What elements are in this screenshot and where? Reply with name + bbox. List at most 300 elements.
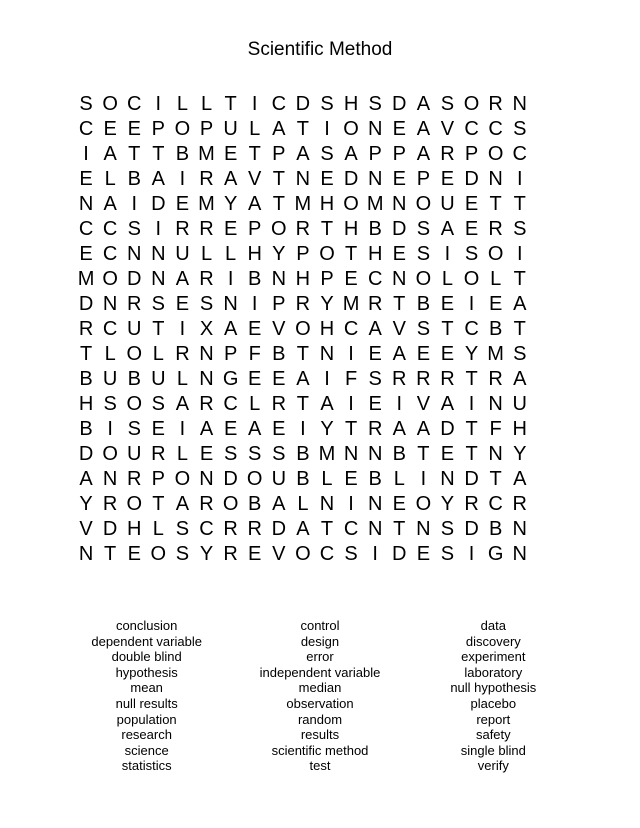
grid-cell[interactable]: O <box>415 493 432 515</box>
grid-cell[interactable]: I <box>396 393 403 415</box>
grid-cell[interactable]: U <box>175 243 190 265</box>
grid-cell[interactable]: H <box>127 518 142 540</box>
grid-cell[interactable]: S <box>513 118 527 140</box>
grid-cell[interactable]: I <box>516 168 523 190</box>
grid-cell[interactable]: D <box>464 168 479 190</box>
grid-cell[interactable]: E <box>416 543 431 565</box>
grid-cell[interactable]: S <box>440 543 455 565</box>
grid-cell[interactable]: T <box>344 243 358 265</box>
grid-cell[interactable]: C <box>102 243 118 265</box>
grid-cell[interactable]: S <box>151 293 165 315</box>
grid-cell[interactable]: D <box>78 293 94 315</box>
grid-cell[interactable]: H <box>78 393 94 415</box>
grid-cell[interactable]: H <box>247 243 262 265</box>
grid-cell[interactable]: H <box>512 418 527 440</box>
grid-cell[interactable]: M <box>198 143 215 165</box>
grid-cell[interactable]: E <box>320 168 334 190</box>
grid-cell[interactable]: P <box>272 293 286 315</box>
grid-cell[interactable]: L <box>200 93 213 115</box>
grid-cell[interactable]: E <box>440 343 455 365</box>
grid-cell[interactable]: Y <box>79 493 93 515</box>
grid-cell[interactable]: B <box>488 518 503 540</box>
grid-cell[interactable]: I <box>324 118 330 140</box>
grid-cell[interactable]: T <box>489 468 502 490</box>
grid-cell[interactable]: U <box>102 368 118 390</box>
grid-cell[interactable]: O <box>487 243 504 265</box>
grid-cell[interactable]: N <box>440 468 455 490</box>
grid-cell[interactable]: N <box>367 443 383 465</box>
grid-cell[interactable]: S <box>440 93 455 115</box>
grid-cell[interactable]: T <box>344 418 358 440</box>
grid-cell[interactable]: E <box>344 468 358 490</box>
grid-cell[interactable]: A <box>392 418 406 440</box>
grid-cell[interactable]: I <box>251 293 258 315</box>
grid-cell[interactable]: E <box>127 118 141 140</box>
grid-cell[interactable]: P <box>464 143 479 165</box>
grid-cell[interactable]: I <box>468 393 475 415</box>
grid-cell[interactable]: B <box>127 368 141 390</box>
grid-cell[interactable]: S <box>272 443 286 465</box>
grid-cell[interactable]: A <box>513 468 527 490</box>
grid-cell[interactable]: A <box>296 518 310 540</box>
grid-cell[interactable]: M <box>487 343 504 365</box>
grid-cell[interactable]: H <box>343 218 359 240</box>
grid-cell[interactable]: L <box>176 93 188 115</box>
grid-cell[interactable]: A <box>272 493 286 515</box>
grid-cell[interactable]: A <box>440 218 455 240</box>
grid-cell[interactable]: T <box>465 443 478 465</box>
grid-cell[interactable]: N <box>488 168 503 190</box>
grid-cell[interactable]: E <box>464 218 479 240</box>
grid-cell[interactable]: I <box>83 143 89 165</box>
grid-cell[interactable]: T <box>393 293 406 315</box>
grid-cell[interactable]: E <box>248 368 262 390</box>
grid-cell[interactable]: O <box>319 243 335 265</box>
grid-cell[interactable]: T <box>152 143 165 165</box>
grid-cell[interactable]: S <box>175 518 190 540</box>
grid-cell[interactable]: C <box>127 93 142 115</box>
grid-cell[interactable]: A <box>513 293 527 315</box>
grid-cell[interactable]: U <box>223 118 238 140</box>
grid-cell[interactable]: B <box>368 218 382 240</box>
grid-cell[interactable]: U <box>151 368 166 390</box>
grid-cell[interactable]: V <box>416 393 431 415</box>
grid-cell[interactable]: M <box>198 193 215 215</box>
grid-cell[interactable]: Y <box>272 243 286 265</box>
grid-cell[interactable]: Y <box>199 543 214 565</box>
grid-cell[interactable]: L <box>321 468 333 490</box>
grid-cell[interactable]: B <box>392 443 406 465</box>
grid-cell[interactable]: X <box>199 318 214 340</box>
grid-cell[interactable]: I <box>155 93 162 115</box>
grid-cell[interactable]: B <box>79 368 93 390</box>
grid-cell[interactable]: N <box>151 243 166 265</box>
grid-cell[interactable]: P <box>320 268 334 290</box>
grid-cell[interactable]: M <box>77 268 95 290</box>
grid-cell[interactable]: B <box>368 468 382 490</box>
grid-cell[interactable]: R <box>295 218 311 240</box>
grid-cell[interactable]: T <box>296 343 309 365</box>
grid-cell[interactable]: T <box>296 393 309 415</box>
grid-cell[interactable]: L <box>490 268 502 290</box>
grid-cell[interactable]: R <box>440 368 455 390</box>
grid-cell[interactable]: E <box>368 343 382 365</box>
grid-cell[interactable]: I <box>468 543 475 565</box>
grid-cell[interactable]: A <box>296 143 310 165</box>
grid-cell[interactable]: O <box>126 393 143 415</box>
grid-cell[interactable]: N <box>488 443 503 465</box>
grid-cell[interactable]: I <box>372 543 378 565</box>
grid-cell[interactable]: O <box>415 268 432 290</box>
grid-cell[interactable]: I <box>324 368 330 390</box>
grid-cell[interactable]: C <box>512 143 527 165</box>
grid-cell[interactable]: N <box>199 468 214 490</box>
grid-cell[interactable]: P <box>199 118 214 140</box>
grid-cell[interactable]: R <box>512 493 527 515</box>
grid-cell[interactable]: S <box>103 393 117 415</box>
grid-cell[interactable]: I <box>251 93 258 115</box>
grid-cell[interactable]: E <box>392 168 406 190</box>
grid-cell[interactable]: O <box>102 443 118 465</box>
grid-cell[interactable]: U <box>127 443 142 465</box>
grid-cell[interactable]: I <box>107 418 113 440</box>
grid-cell[interactable]: P <box>392 143 406 165</box>
grid-cell[interactable]: E <box>199 443 214 465</box>
grid-cell[interactable]: E <box>416 343 431 365</box>
grid-cell[interactable]: H <box>343 93 359 115</box>
grid-cell[interactable]: S <box>464 243 479 265</box>
grid-cell[interactable]: N <box>392 193 407 215</box>
grid-cell[interactable]: L <box>393 468 405 490</box>
grid-cell[interactable]: D <box>127 268 142 290</box>
grid-cell[interactable]: D <box>102 518 118 540</box>
grid-cell[interactable]: I <box>300 418 306 440</box>
grid-cell[interactable]: R <box>247 518 262 540</box>
grid-cell[interactable]: C <box>343 518 359 540</box>
grid-cell[interactable]: V <box>272 543 286 565</box>
grid-cell[interactable]: R <box>271 393 287 415</box>
grid-cell[interactable]: E <box>440 443 455 465</box>
grid-cell[interactable]: I <box>179 418 186 440</box>
grid-cell[interactable]: R <box>127 293 142 315</box>
grid-cell[interactable]: N <box>295 168 311 190</box>
grid-cell[interactable]: R <box>151 443 166 465</box>
grid-cell[interactable]: R <box>199 168 214 190</box>
grid-cell[interactable]: D <box>78 443 94 465</box>
grid-cell[interactable]: S <box>513 343 527 365</box>
grid-cell[interactable]: O <box>126 493 143 515</box>
grid-cell[interactable]: R <box>127 468 142 490</box>
letter-grid[interactable] <box>74 92 556 567</box>
grid-cell[interactable]: L <box>104 168 116 190</box>
grid-cell[interactable]: O <box>487 143 504 165</box>
grid-cell[interactable]: E <box>79 168 93 190</box>
grid-cell[interactable]: R <box>175 343 190 365</box>
grid-cell[interactable]: T <box>152 493 165 515</box>
grid-cell[interactable]: B <box>79 418 93 440</box>
grid-cell[interactable]: O <box>343 193 359 215</box>
grid-cell[interactable]: D <box>392 93 407 115</box>
grid-cell[interactable]: B <box>175 143 190 165</box>
grid-cell[interactable]: E <box>440 293 455 315</box>
grid-cell[interactable]: E <box>272 368 286 390</box>
grid-cell[interactable]: N <box>512 543 527 565</box>
grid-cell[interactable]: D <box>392 543 407 565</box>
grid-cell[interactable]: L <box>441 268 454 290</box>
grid-cell[interactable]: N <box>343 443 359 465</box>
grid-cell[interactable]: F <box>489 418 502 440</box>
grid-cell[interactable]: E <box>175 293 190 315</box>
grid-cell[interactable]: T <box>441 318 454 340</box>
grid-cell[interactable]: T <box>417 443 430 465</box>
grid-cell[interactable]: A <box>416 143 431 165</box>
grid-cell[interactable]: R <box>175 218 190 240</box>
grid-cell[interactable]: S <box>248 443 262 465</box>
grid-cell[interactable]: N <box>367 518 383 540</box>
grid-cell[interactable]: R <box>199 393 214 415</box>
grid-cell[interactable]: N <box>78 193 94 215</box>
grid-cell[interactable]: O <box>415 193 432 215</box>
grid-cell[interactable]: I <box>348 343 354 365</box>
grid-cell[interactable]: E <box>223 143 238 165</box>
grid-cell[interactable]: V <box>272 318 286 340</box>
grid-cell[interactable]: G <box>487 543 504 565</box>
grid-cell[interactable]: V <box>79 518 93 540</box>
grid-cell[interactable]: U <box>440 193 455 215</box>
grid-cell[interactable]: V <box>392 318 406 340</box>
grid-cell[interactable]: A <box>440 393 455 415</box>
grid-cell[interactable]: C <box>464 318 479 340</box>
grid-cell[interactable]: O <box>222 493 239 515</box>
grid-cell[interactable]: S <box>199 293 214 315</box>
grid-cell[interactable]: T <box>272 168 285 190</box>
grid-cell[interactable]: I <box>468 293 475 315</box>
grid-cell[interactable]: V <box>440 118 455 140</box>
grid-cell[interactable]: L <box>176 368 188 390</box>
grid-cell[interactable]: D <box>271 518 287 540</box>
grid-cell[interactable]: O <box>150 543 167 565</box>
grid-cell[interactable]: I <box>516 243 523 265</box>
grid-cell[interactable]: N <box>102 293 118 315</box>
grid-cell[interactable]: O <box>246 468 263 490</box>
grid-cell[interactable]: R <box>416 368 431 390</box>
grid-cell[interactable]: H <box>367 243 383 265</box>
grid-cell[interactable]: O <box>463 93 480 115</box>
grid-cell[interactable]: A <box>103 143 117 165</box>
grid-cell[interactable]: N <box>488 393 503 415</box>
grid-cell[interactable]: A <box>513 368 527 390</box>
grid-cell[interactable]: A <box>175 493 190 515</box>
grid-cell[interactable]: M <box>294 193 312 215</box>
grid-cell[interactable]: D <box>223 468 238 490</box>
grid-cell[interactable]: O <box>102 93 118 115</box>
grid-cell[interactable]: C <box>223 393 238 415</box>
grid-cell[interactable]: Y <box>440 493 455 515</box>
grid-cell[interactable]: N <box>367 118 383 140</box>
grid-cell[interactable]: N <box>512 93 527 115</box>
grid-cell[interactable]: S <box>79 93 93 115</box>
grid-cell[interactable]: O <box>126 343 143 365</box>
grid-cell[interactable]: P <box>416 168 431 190</box>
grid-cell[interactable]: N <box>151 268 166 290</box>
grid-cell[interactable]: B <box>296 443 310 465</box>
grid-cell[interactable]: R <box>464 493 479 515</box>
grid-cell[interactable]: I <box>227 268 234 290</box>
grid-cell[interactable]: A <box>296 368 310 390</box>
grid-cell[interactable]: C <box>343 318 359 340</box>
grid-cell[interactable]: N <box>367 168 383 190</box>
grid-cell[interactable]: Y <box>464 343 479 365</box>
grid-cell[interactable]: L <box>152 343 164 365</box>
grid-cell[interactable]: S <box>151 393 165 415</box>
grid-cell[interactable]: A <box>416 418 431 440</box>
grid-cell[interactable]: T <box>465 368 478 390</box>
grid-cell[interactable]: A <box>416 118 431 140</box>
grid-cell[interactable]: A <box>392 343 406 365</box>
grid-cell[interactable]: A <box>199 418 214 440</box>
grid-cell[interactable]: S <box>320 93 334 115</box>
grid-cell[interactable]: A <box>175 393 190 415</box>
grid-cell[interactable]: E <box>175 193 190 215</box>
grid-cell[interactable]: B <box>248 493 262 515</box>
grid-cell[interactable]: T <box>79 343 93 365</box>
grid-cell[interactable]: N <box>392 268 407 290</box>
grid-cell[interactable]: P <box>368 143 382 165</box>
grid-cell[interactable]: V <box>248 168 262 190</box>
grid-cell[interactable]: B <box>488 318 503 340</box>
grid-cell[interactable]: I <box>348 393 354 415</box>
grid-cell[interactable]: T <box>296 118 309 140</box>
grid-cell[interactable]: H <box>319 318 335 340</box>
grid-cell[interactable]: T <box>224 93 237 115</box>
grid-cell[interactable]: R <box>440 143 455 165</box>
grid-cell[interactable]: D <box>464 518 479 540</box>
grid-cell[interactable]: U <box>271 468 287 490</box>
grid-cell[interactable]: N <box>199 343 214 365</box>
grid-cell[interactable]: C <box>102 318 118 340</box>
grid-cell[interactable]: S <box>513 218 527 240</box>
grid-cell[interactable]: R <box>295 293 311 315</box>
grid-cell[interactable]: C <box>367 268 383 290</box>
grid-cell[interactable]: A <box>344 143 358 165</box>
grid-cell[interactable]: R <box>223 543 238 565</box>
grid-cell[interactable]: I <box>179 318 186 340</box>
grid-cell[interactable]: E <box>488 293 503 315</box>
grid-cell[interactable]: E <box>79 243 93 265</box>
grid-cell[interactable]: T <box>320 218 334 240</box>
grid-cell[interactable]: S <box>416 318 431 340</box>
grid-cell[interactable]: B <box>127 168 141 190</box>
grid-cell[interactable]: N <box>319 493 335 515</box>
grid-cell[interactable]: A <box>368 318 382 340</box>
grid-cell[interactable]: P <box>223 343 238 365</box>
grid-cell[interactable]: N <box>102 468 118 490</box>
grid-cell[interactable]: E <box>127 543 141 565</box>
grid-cell[interactable]: P <box>151 468 165 490</box>
grid-cell[interactable]: I <box>444 243 451 265</box>
grid-cell[interactable]: Y <box>320 418 334 440</box>
grid-cell[interactable]: I <box>131 193 138 215</box>
grid-cell[interactable]: B <box>272 343 286 365</box>
grid-cell[interactable]: G <box>222 368 239 390</box>
grid-cell[interactable]: L <box>152 518 164 540</box>
grid-cell[interactable]: L <box>200 243 213 265</box>
grid-cell[interactable]: R <box>102 493 118 515</box>
grid-cell[interactable]: A <box>79 468 93 490</box>
grid-cell[interactable]: S <box>223 443 238 465</box>
grid-cell[interactable]: S <box>440 518 455 540</box>
grid-cell[interactable]: A <box>223 318 238 340</box>
grid-cell[interactable]: B <box>296 468 310 490</box>
grid-cell[interactable]: A <box>272 118 286 140</box>
grid-cell[interactable]: T <box>489 193 502 215</box>
grid-cell[interactable]: R <box>78 318 94 340</box>
grid-cell[interactable]: D <box>151 193 166 215</box>
grid-cell[interactable]: E <box>151 418 165 440</box>
grid-cell[interactable]: S <box>416 243 431 265</box>
grid-cell[interactable]: C <box>488 493 503 515</box>
grid-cell[interactable]: N <box>199 368 214 390</box>
grid-cell[interactable]: L <box>176 443 188 465</box>
grid-cell[interactable]: F <box>344 368 358 390</box>
grid-cell[interactable]: S <box>344 543 358 565</box>
grid-cell[interactable]: L <box>225 243 237 265</box>
grid-cell[interactable]: D <box>295 93 311 115</box>
grid-cell[interactable]: O <box>295 543 311 565</box>
grid-cell[interactable]: A <box>248 193 262 215</box>
grid-cell[interactable]: C <box>102 218 118 240</box>
grid-cell[interactable]: A <box>223 168 238 190</box>
grid-cell[interactable]: T <box>272 193 285 215</box>
grid-cell[interactable]: T <box>465 418 478 440</box>
grid-cell[interactable]: C <box>464 118 479 140</box>
grid-cell[interactable]: E <box>272 418 286 440</box>
grid-cell[interactable]: D <box>343 168 359 190</box>
grid-cell[interactable]: D <box>440 418 455 440</box>
grid-cell[interactable]: I <box>155 218 162 240</box>
grid-cell[interactable]: A <box>151 168 165 190</box>
grid-cell[interactable]: A <box>103 193 117 215</box>
grid-cell[interactable]: R <box>199 493 214 515</box>
grid-cell[interactable]: P <box>296 243 310 265</box>
grid-cell[interactable]: Y <box>513 443 527 465</box>
grid-cell[interactable]: P <box>272 143 286 165</box>
grid-cell[interactable]: Y <box>320 293 334 315</box>
grid-cell[interactable]: F <box>248 343 261 365</box>
grid-cell[interactable]: T <box>152 318 165 340</box>
grid-cell[interactable]: A <box>320 393 334 415</box>
grid-cell[interactable]: O <box>343 118 359 140</box>
grid-cell[interactable]: M <box>366 193 384 215</box>
grid-cell[interactable]: S <box>416 218 431 240</box>
grid-cell[interactable]: N <box>367 493 383 515</box>
grid-cell[interactable]: N <box>416 518 431 540</box>
grid-cell[interactable]: R <box>199 218 214 240</box>
grid-cell[interactable]: E <box>344 268 358 290</box>
grid-cell[interactable]: R <box>199 268 214 290</box>
grid-cell[interactable]: O <box>295 318 311 340</box>
grid-cell[interactable]: L <box>249 393 261 415</box>
grid-cell[interactable]: N <box>512 518 527 540</box>
grid-cell[interactable]: T <box>513 193 526 215</box>
grid-cell[interactable]: E <box>223 418 238 440</box>
grid-cell[interactable]: H <box>319 193 335 215</box>
grid-cell[interactable]: A <box>248 418 262 440</box>
grid-cell[interactable]: T <box>393 518 406 540</box>
grid-cell[interactable]: O <box>463 268 480 290</box>
grid-cell[interactable]: I <box>348 493 354 515</box>
grid-cell[interactable]: S <box>368 93 382 115</box>
